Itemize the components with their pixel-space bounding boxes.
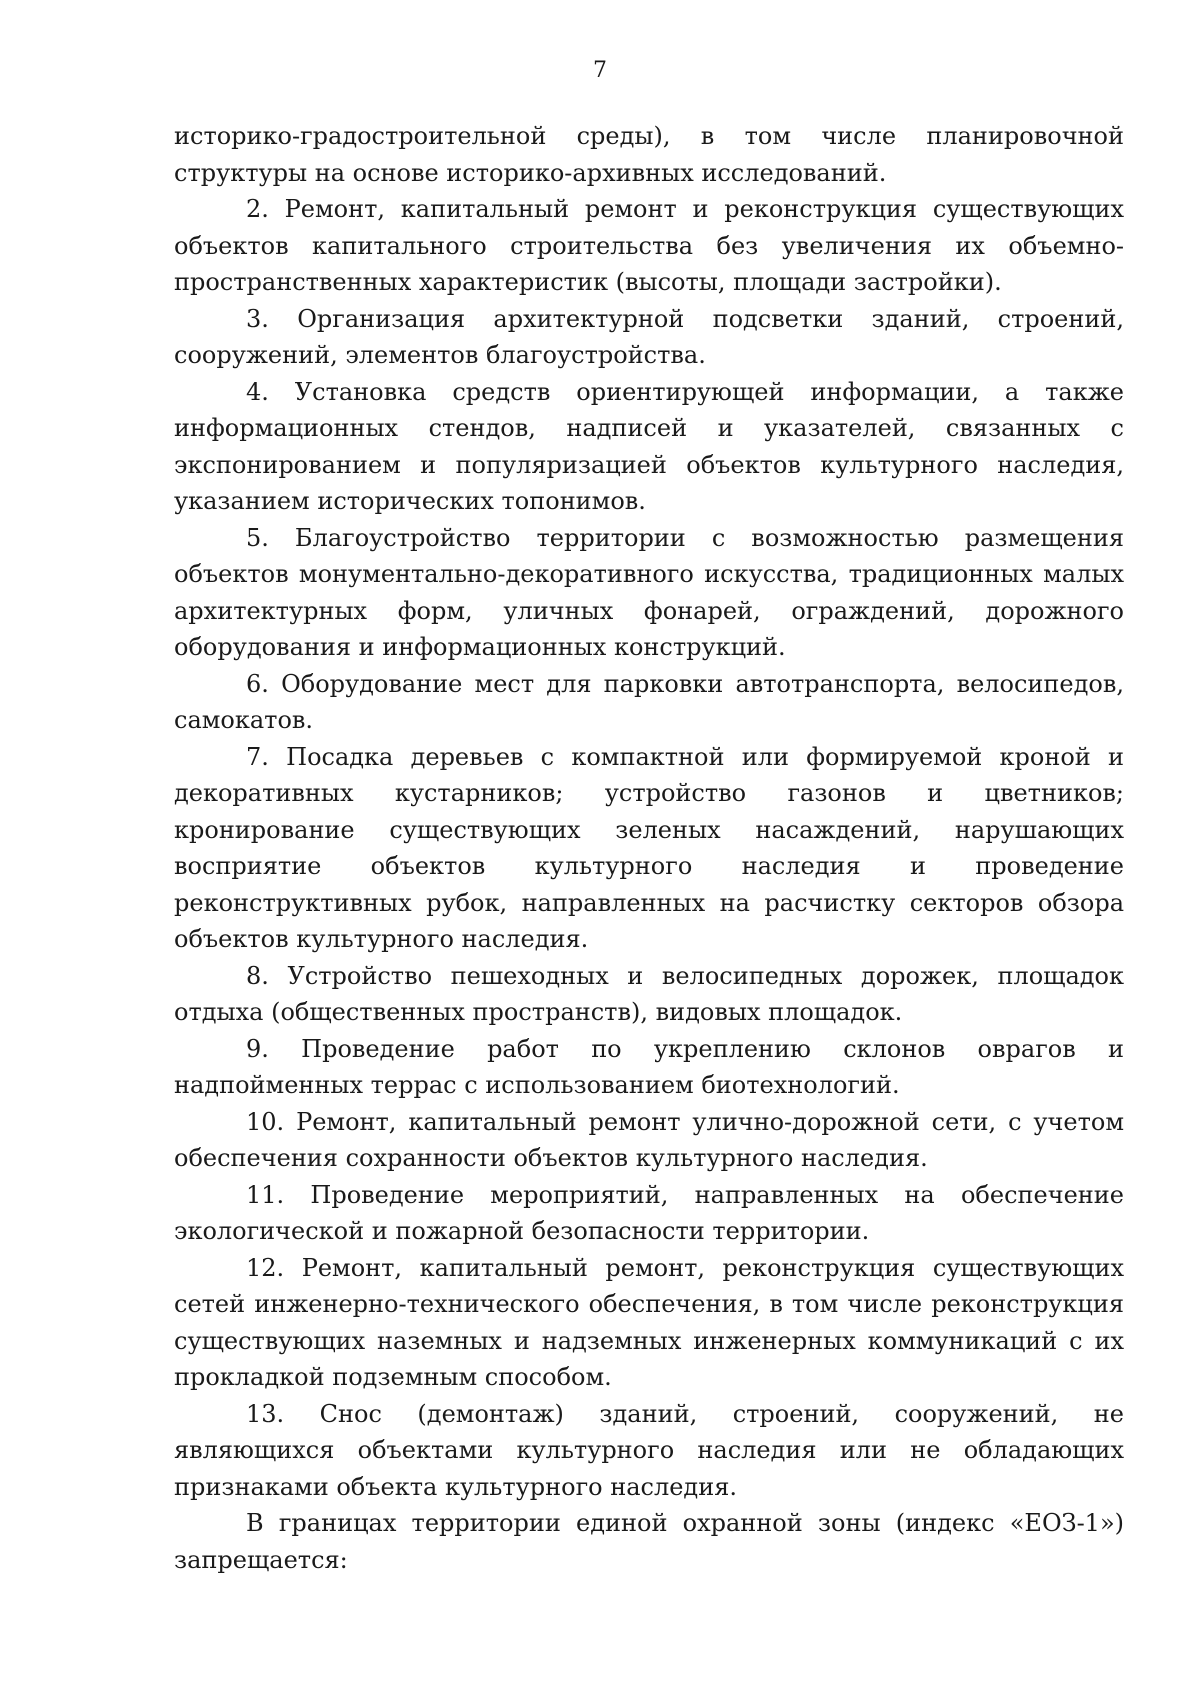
list-item-11: 11. Проведение мероприятий, направленных на обеспечение экологической и пожарной безопасности территории. bbox=[174, 1180, 1124, 1245]
list-item-10: 10. Ремонт, капитальный ремонт улично-дорожной сети, с учетом обеспечения сохранности объектов культурного наследия. bbox=[174, 1107, 1124, 1172]
list-item-12: 12. Ремонт, капитальный ремонт, реконструкция существующих сетей инженерно-технического обеспечения, в том числе реконструкция существующих наземных и надземных инженерных коммуникаций с их прокладкой подземным способом. bbox=[174, 1253, 1124, 1391]
list-item-4: 4. Установка средств ориентирующей информации, а также информационных стендов, надписей и указателей, связанных с экспонированием и популяризацией объектов культурного наследия, указанием исторических топонимов. bbox=[174, 377, 1124, 515]
list-item-5: 5. Благоустройство территории с возможностью размещения объектов монументально-декоративного искусства, традиционных малых архитектурных форм, уличных фонарей, ограждений, дорожного оборудования и информационных конструкций. bbox=[174, 523, 1124, 661]
document-body bbox=[174, 118, 1124, 1578]
paragraph-continuation: историко-градостроительной среды), в том числе планировочной структуры на основе историко-архивных исследований. bbox=[174, 122, 1124, 187]
page-number: 7 bbox=[593, 58, 607, 83]
list-item-3: 3. Организация архитектурной подсветки зданий, строений, сооружений, элементов благоустройства. bbox=[174, 304, 1124, 369]
list-item-9: 9. Проведение работ по укреплению склонов оврагов и надпойменных террас с использованием биотехнологий. bbox=[174, 1034, 1124, 1099]
list-item-2: 2. Ремонт, капитальный ремонт и реконструкция существующих объектов капитального строительства без увеличения их объемно-пространственных характеристик (высоты, площади застройки). bbox=[174, 195, 1124, 296]
list-item-8: 8. Устройство пешеходных и велосипедных дорожек, площадок отдыха (общественных пространств), видовых площадок. bbox=[174, 961, 1124, 1026]
list-item-6: 6. Оборудование мест для парковки автотранспорта, велосипедов, самокатов. bbox=[174, 669, 1124, 734]
prohibition-intro: В границах территории единой охранной зоны (индекс «ЕОЗ-1») запрещается: bbox=[174, 1509, 1124, 1574]
list-item-7: 7. Посадка деревьев с компактной или формируемой кроной и декоративных кустарников; устройство газонов и цветников; кронирование существующих зеленых насаждений, нарушающих восприятие объектов культурного наследия и проведение реконструктивных рубок, направленных на расчистку секторов обзора объектов культурного наследия. bbox=[174, 742, 1124, 953]
list-item-13: 13. Снос (демонтаж) зданий, строений, сооружений, не являющихся объектами культурного наследия или не обладающих признаками объекта культурного наследия. bbox=[174, 1399, 1124, 1501]
